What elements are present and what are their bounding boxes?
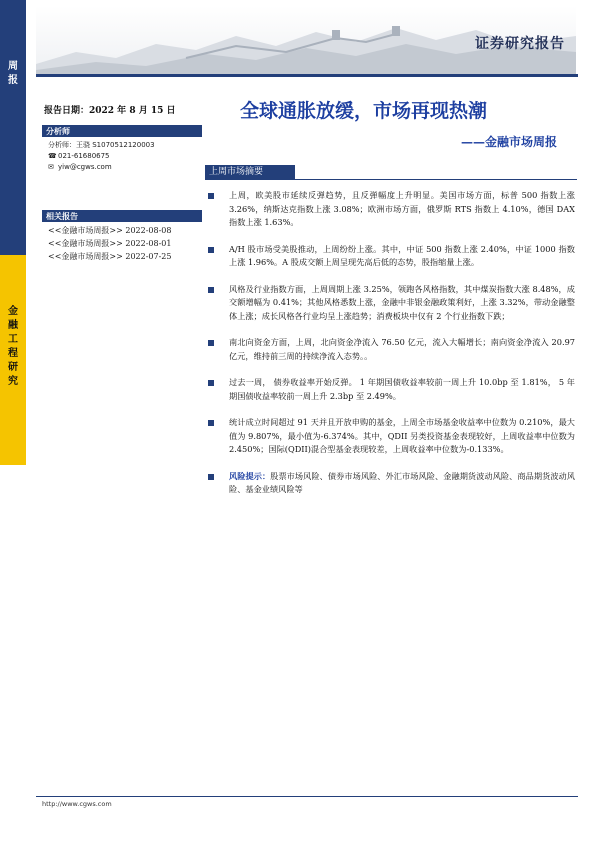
bullet-text: A/H 股市场受美股推动，上周纷纷上涨。其中，中证 500 指数上涨 2.40%，中证 1000 指数上涨 1.96%。A 股成交额上周呈现先高后低的态势，股指缩量上涨。	[229, 243, 575, 267]
sidebar-mid-char: 究	[8, 376, 18, 387]
risk-warning-label: 风险提示：	[229, 470, 271, 481]
report-date: 报告日期：2022 年 8 月 15 日	[44, 106, 176, 116]
sidebar-mid-char: 融	[8, 320, 18, 331]
header-rule	[36, 74, 578, 77]
analyst-section-header: 分析师	[42, 125, 202, 137]
related-report-link[interactable]: <<金融市场周报>> 2022-07-25	[48, 252, 172, 261]
summary-bullet	[205, 336, 575, 363]
footer-rule	[36, 796, 578, 797]
summary-bullet	[205, 189, 575, 230]
email-icon: ✉	[48, 163, 54, 171]
sidebar-top-char: 周	[8, 61, 18, 72]
summary-section-header: 上周市场摘要	[205, 165, 295, 179]
related-reports-header: 相关报告	[42, 210, 202, 222]
summary-bullet	[205, 243, 575, 270]
sidebar-mid-char: 程	[8, 348, 18, 359]
phone-icon: ☎	[48, 152, 57, 160]
analyst-email-line	[48, 163, 112, 171]
bullet-square-icon	[208, 287, 214, 293]
bullet-text: 南北向资金方面，上周，北向资金净流入 76.50 亿元，流入大幅增长；南向资金净流入 20.97 亿元，维持前三周的持续净流入态势。。	[229, 337, 575, 361]
sidebar-mid-char: 工	[8, 334, 18, 345]
risk-warning-bullet	[205, 470, 575, 497]
sidebar-band-bottom	[0, 465, 26, 841]
analyst-phone-line	[48, 152, 110, 160]
sidebar-top-char: 报	[8, 75, 18, 86]
summary-rule	[205, 179, 577, 180]
summary-bullet	[205, 416, 575, 457]
summary-bullet	[205, 376, 575, 403]
sidebar-top-label	[0, 60, 26, 88]
bullet-text: 上周，欧美股市延续反弹趋势，且反弹幅度上升明显。美国市场方面，标普 500 指数上涨 3.26%，纳斯达克指数上涨 3.08%；欧洲市场方面，俄罗斯 RTS 指数上 4.10%，德国 DAX 指数上涨 1.63%。	[229, 190, 575, 227]
related-report-link[interactable]: <<金融市场周报>> 2022-08-01	[48, 239, 172, 248]
sidebar-mid-char: 金	[8, 306, 18, 317]
bullet-square-icon	[208, 340, 214, 346]
bullet-text: 风格及行业指数方面，上周周期上涨 3.25%，领跑各风格指数，其中煤炭指数大涨 8.48%，成交额增幅为 0.41%；其他风格悉数上涨，金融中非银金融政策利好，上涨 3.32%，带动金融整体上涨；成长风格各行业均呈上涨趋势；消费板块中仅有 2 个行业指数下跌；	[229, 283, 575, 321]
report-title: 全球通胀放缓，市场再现热潮	[240, 100, 488, 122]
analyst-email[interactable]: yiw@cgws.com	[58, 163, 112, 171]
footer-url-link[interactable]: http://www.cgws.com	[42, 800, 112, 808]
related-report-link[interactable]: <<金融市场周报>> 2022-08-08	[48, 226, 172, 235]
analyst-name: 分析师：王骁 S1070512120003	[48, 141, 155, 149]
summary-bullet-list	[205, 189, 575, 510]
sidebar-mid-label	[0, 305, 26, 389]
bullet-square-icon	[208, 474, 214, 480]
bullet-square-icon	[208, 420, 214, 426]
sidebar-band-top	[0, 0, 26, 255]
bullet-square-icon	[208, 193, 214, 199]
analyst-phone: 021-61680675	[58, 152, 110, 160]
bullet-square-icon	[208, 380, 214, 386]
sidebar-mid-char: 研	[8, 362, 18, 373]
bullet-square-icon	[208, 247, 214, 253]
bullet-text: 过去一周， 债券收益率开始反弹。 1 年期国债收益率较前一周上升 10.0bp 至 1.81%， 5 年期国债收益率较前一周上升 2.3bp 至 2.49%。	[229, 377, 575, 401]
risk-warning-text: 股票市场风险、债券市场风险、外汇市场风险、金融期货波动风险、商品期货波动风险、基金业绩风险等	[229, 470, 575, 494]
bullet-text: 统计成立时间超过 91 天并且开放申购的基金，上周全市场基金收益率中位数为 0.210%，最大值为 9.807%，最小值为-6.374%。其中，QDII 另类投资基金表现较好，上周收益率中位数为 2.450%；国际(QDII)混合型基金表现较差，上周收益率中位数为-0.133%。	[229, 417, 575, 454]
report-type-label: 证券研究报告	[475, 36, 565, 52]
summary-bullet	[205, 283, 575, 324]
report-subtitle: ——金融市场周报	[460, 135, 557, 149]
